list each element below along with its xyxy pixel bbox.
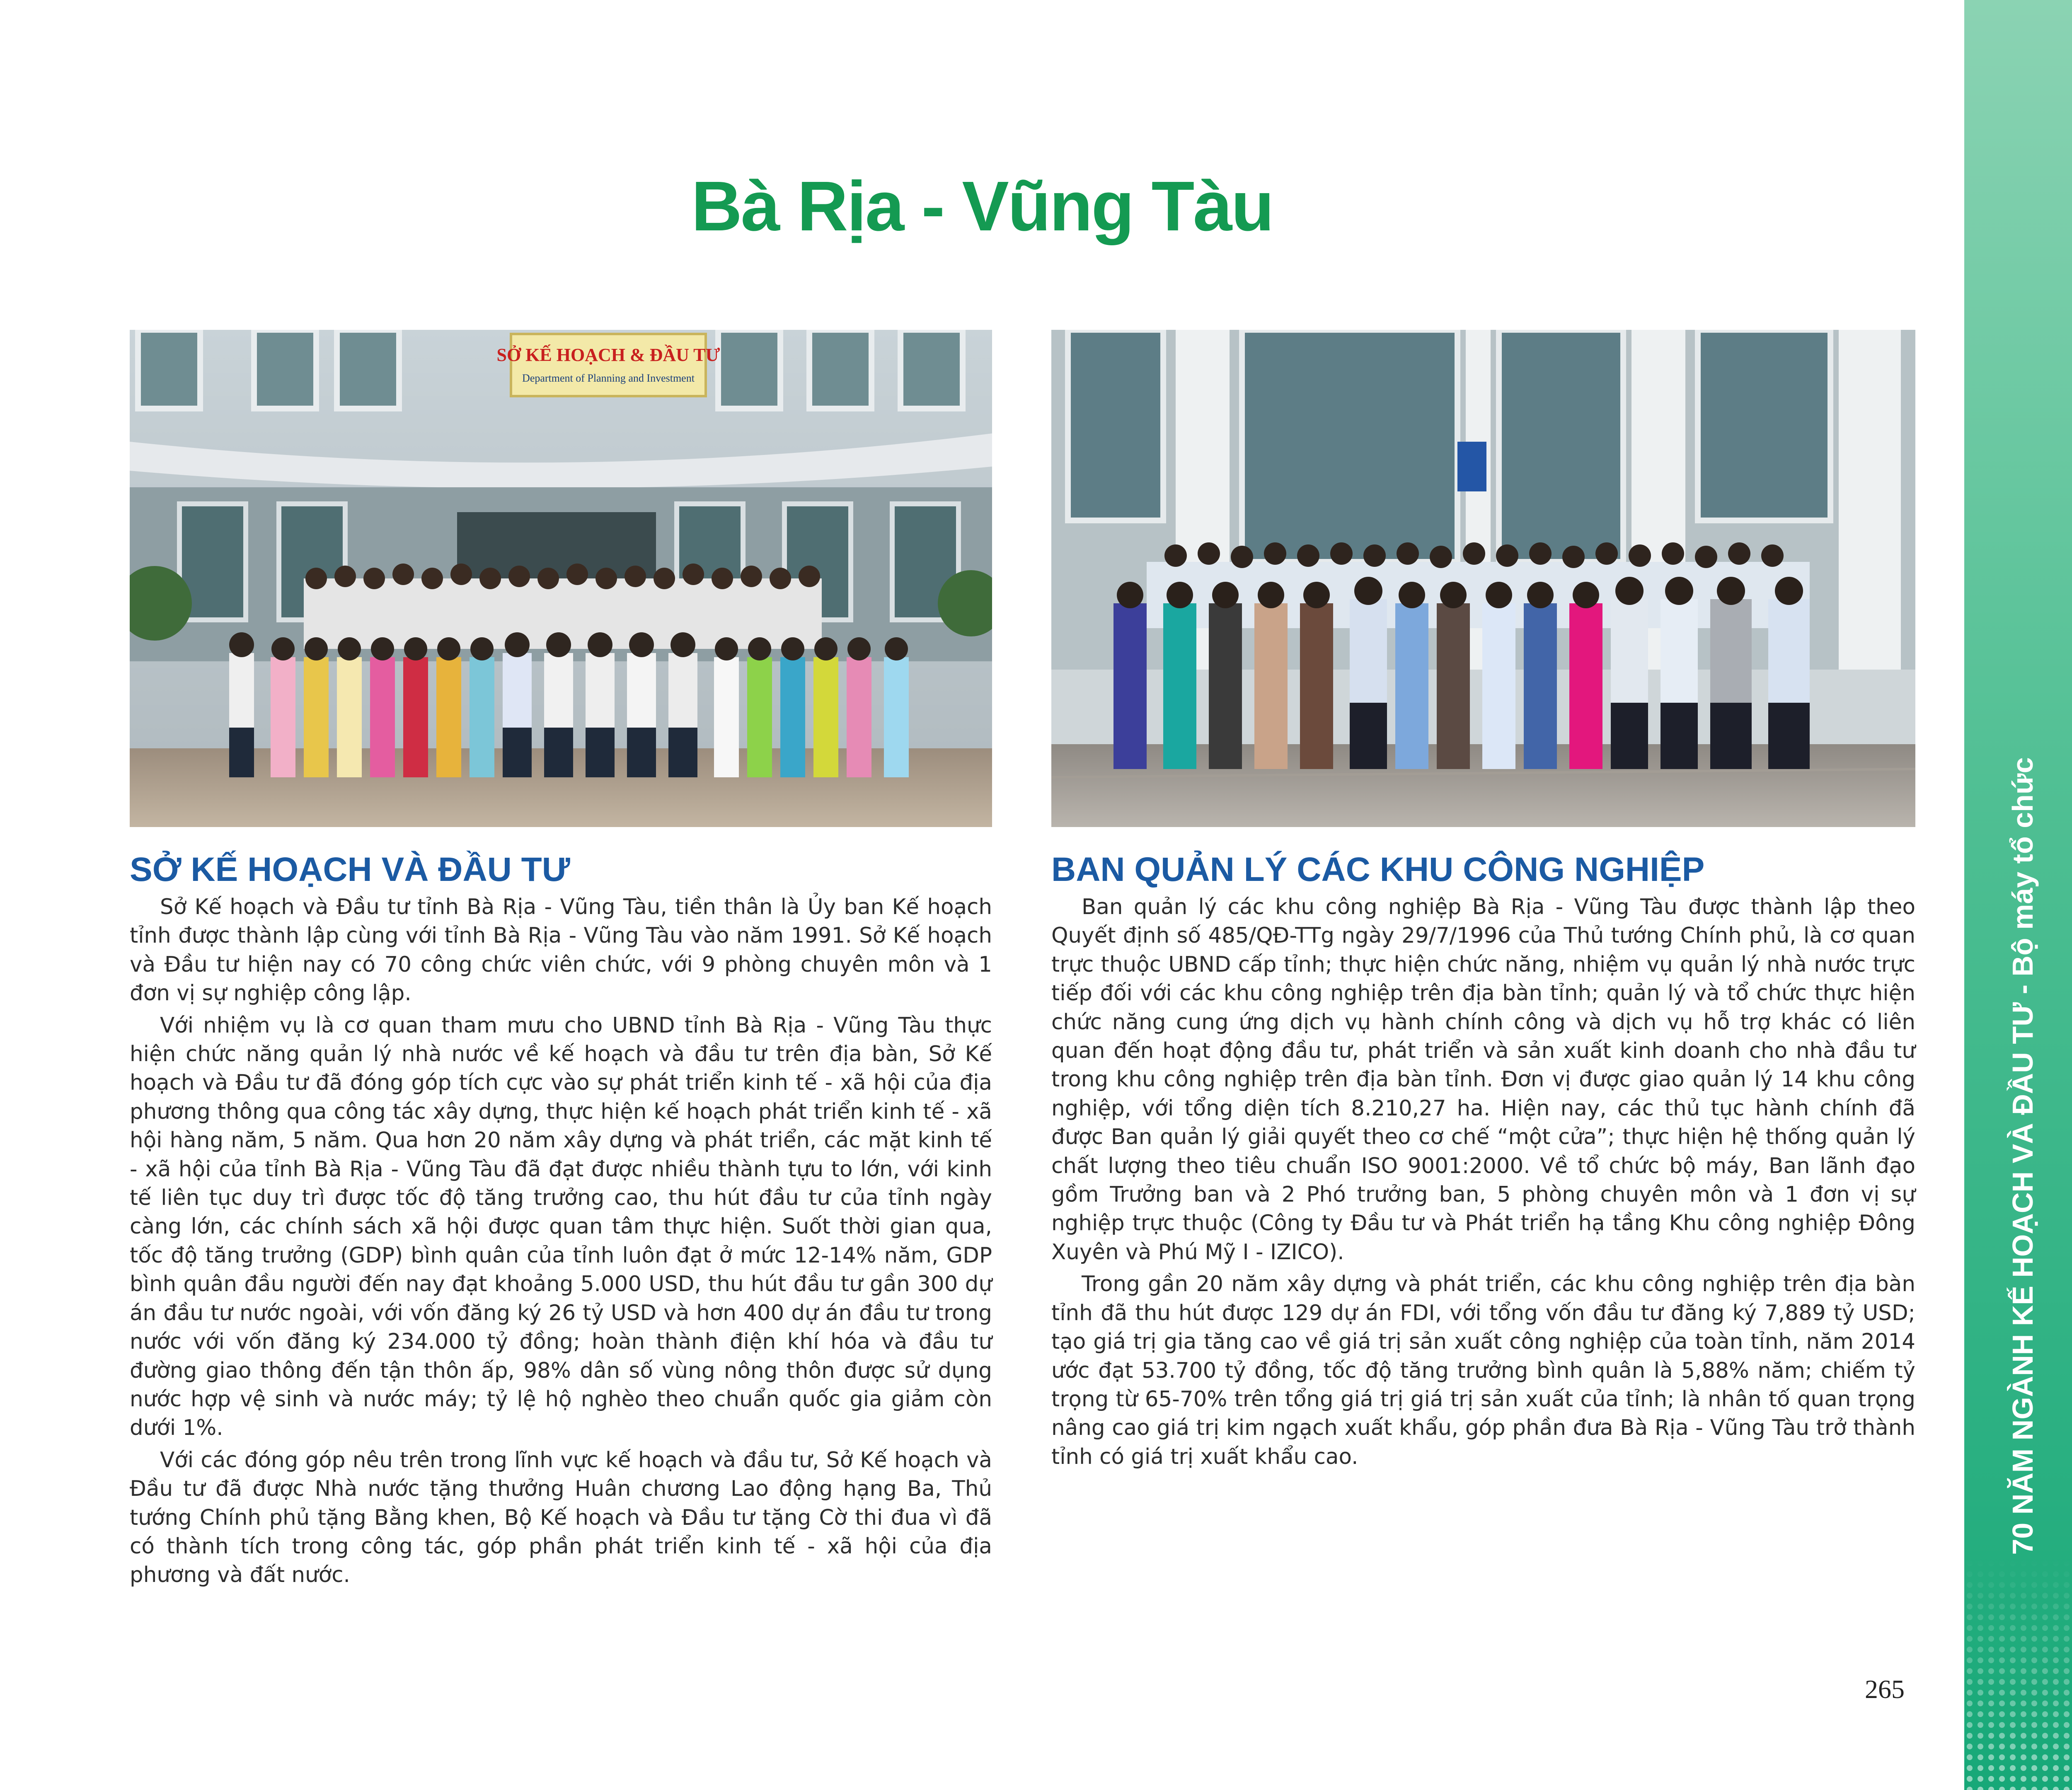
group-photo-department: [130, 330, 992, 827]
paragraph: Với nhiệm vụ là cơ quan tham mưu cho UBND tỉnh Bà Rịa - Vũng Tàu thực hiện chức năng quản lý nhà nước về kế hoạch và đầu tư trên địa bàn, Sở Kế hoạch và Đầu tư đã đóng góp tích cực vào sự phát triển kinh tế - xã hội của địa phương thông qua công tác xây dựng, thực hiện kế hoạch phát triển kinh tế - xã hội hàng năm, 5 năm. Qua hơn 20 năm xây dựng và phát triển, các mặt kinh tế - xã hội của tỉnh Bà Rịa - Vũng Tàu đã đạt được nhiều thành tựu to lớn, với kinh tế liên tục duy trì được tốc độ tăng trưởng cao, thu hút đầu tư của tỉnh ngày càng lớn, các chính sách xã hội được quan tâm thực hiện. Suốt thời gian qua, tốc độ tăng trưởng (GDP) bình quân của tỉnh luôn đạt ở mức 12-14% năm, GDP bình quân đầu người đến nay đạt khoảng 5.000 USD, thu hút đầu tư gần 300 dự án đầu tư nước ngoài, với vốn đăng ký 26 tỷ USD và hơn 400 dự án đầu tư trong nước với vốn đăng ký 234.000 tỷ đồng; hoàn thành điện khí hóa và đầu tư đường giao thông đến tận thôn ấp, 98% dân số vùng nông thôn được sử dụng nước hợp vệ sinh và nước máy; tỷ lệ hộ nghèo theo chuẩn quốc gia giảm còn dưới 1%.: [130, 1013, 992, 1441]
halftone-dots-decoration: [1964, 1558, 2072, 1790]
page-title: Bà Rịa - Vũng Tàu: [691, 167, 1273, 246]
section-heading-industrial-zones: BAN QUẢN LÝ CÁC KHU CÔNG NGHIỆP: [1051, 851, 1705, 888]
paragraph: Ban quản lý các khu công nghiệp Bà Rịa - Vũng Tàu được thành lập theo Quyết định số 485/QĐ-TTg ngày 29/7/1996 của Thủ tướng Chính phủ, là cơ quan trực thuộc UBND cấp tỉnh; thực hiện chức năng, nhiệm vụ quản lý nhà nước trực tiếp đối với các khu công nghiệp trên địa bàn tỉnh; quản lý và tổ chức thực hiện chức năng cung ứng dịch vụ hành chính công và dịch vụ hỗ trợ khác có liên quan đến hoạt động đầu tư, phát triển và sản xuất kinh doanh cho nhà đầu tư trong khu công nghiệp trên địa bàn tỉnh. Đơn vị được giao quản lý 14 khu công nghiệp, với tổng diện tích 8.210,27 ha. Hiện nay, các thủ tục hành chính đã được Ban quản lý giải quyết theo cơ chế “một cửa”; thực hiện hệ thống quản lý chất lượng theo tiêu chuẩn ISO 9001:2000. Về tổ chức bộ máy, Ban lãnh đạo gồm Trưởng ban và 2 Phó trưởng ban, 5 phòng chuyên môn và 1 đơn vị sự nghiệp trực thuộc (Công ty Đầu tư và Phát triển hạ tầng Khu công nghiệp Đông Xuyên và Phú Mỹ I - IZICO).: [1051, 895, 1915, 1265]
group-photo-industrial-zones-image: [1051, 330, 1915, 827]
paragraph: Trong gần 20 năm xây dựng và phát triển, các khu công nghiệp trên địa bàn tỉnh đã thu hút được 129 dự án FDI, với tổng vốn đầu tư đăng ký 7,889 tỷ USD; tạo giá trị gia tăng cao về giá trị sản xuất công nghiệp của toàn tỉnh, năm 2014 ước đạt 53.700 tỷ đồng, tốc độ tăng trưởng bình quân là 5,88% năm; chiếm tỷ trọng từ 65-70% trên tổng giá trị giá trị sản xuất của tỉnh; là nhân tố quan trọng nâng cao giá trị kim ngạch xuất khẩu, góp phần đưa Bà Rịa - Vũng Tàu trở thành tỉnh có giá trị xuất khẩu cao.: [1051, 1272, 1915, 1469]
department-sign-title: SỞ KẾ HOẠCH & ĐẦU TƯ: [496, 345, 720, 365]
group-photo-department-image: [130, 330, 992, 827]
industrial-zones-text-column: [1051, 893, 1915, 1475]
department-sign-subtitle: Department of Planning and Investment: [522, 372, 695, 384]
chapter-sidebar-text: 70 NĂM NGÀNH KẾ HOẠCH VÀ ĐẦU TƯ - Bộ máy tổ chức: [2007, 757, 2039, 1555]
section-heading-department: SỞ KẾ HOẠCH VÀ ĐẦU TƯ: [130, 851, 570, 888]
paragraph: Sở Kế hoạch và Đầu tư tỉnh Bà Rịa - Vũng Tàu, tiền thân là Ủy ban Kế hoạch tỉnh được thành lập cùng với tỉnh Bà Rịa - Vũng Tàu vào năm 1991. Sở Kế hoạch và Đầu tư hiện nay có 70 công chức viên chức, với 9 phòng chuyên môn và 1 đơn vị sự nghiệp công lập.: [130, 895, 992, 1006]
chapter-sidebar: [1964, 0, 2072, 1790]
department-text-column: [130, 893, 992, 1593]
group-photo-industrial-zones: [1051, 330, 1915, 827]
paragraph: Với các đóng góp nêu trên trong lĩnh vực kế hoạch và đầu tư, Sở Kế hoạch và Đầu tư đã được Nhà nước tặng thưởng Huân chương Lao động hạng Ba, Thủ tướng Chính phủ tặng Bằng khen, Bộ Kế hoạch và Đầu tư tặng Cờ thi đua vì đã có thành tích trong công tác, góp phần phát triển kinh tế - xã hội của địa phương và đất nước.: [130, 1447, 992, 1588]
page-number: 265: [1865, 1674, 1905, 1704]
